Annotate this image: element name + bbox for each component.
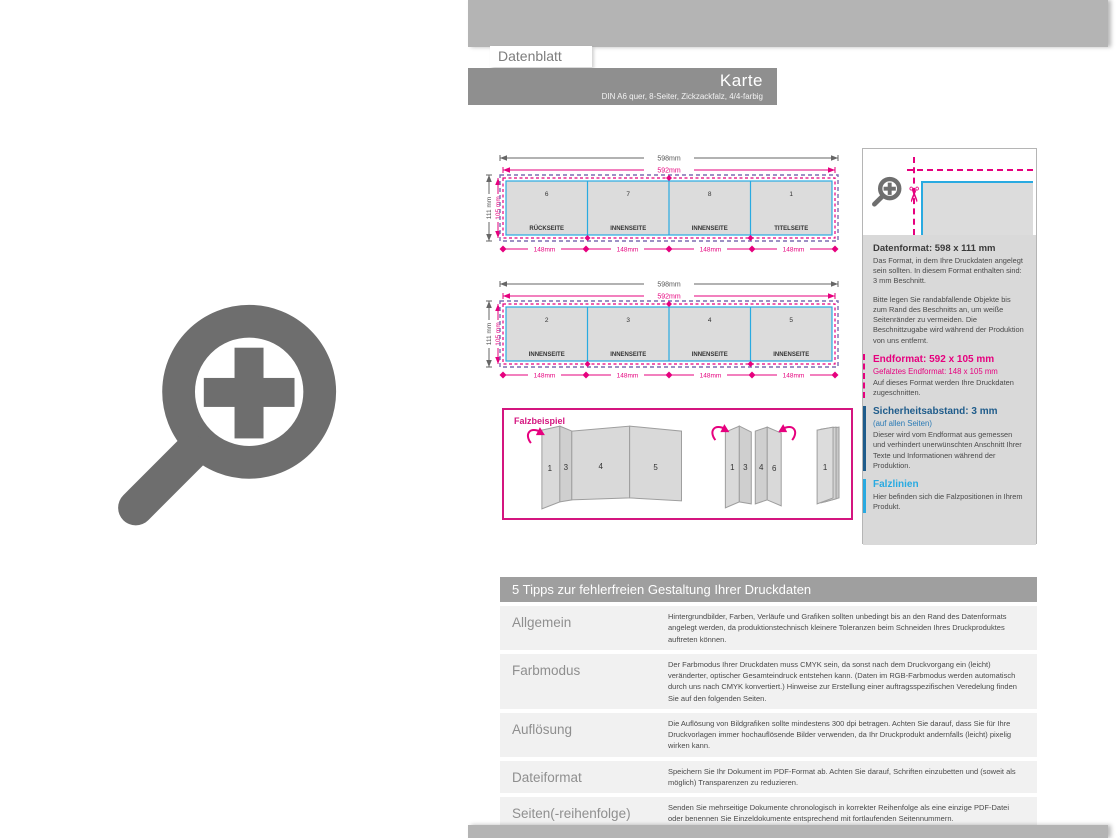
- tab-datenblatt[interactable]: Datenblatt: [490, 46, 592, 67]
- fold-panel-number: 5: [653, 462, 658, 472]
- panel-label: INNENSEITE: [610, 352, 647, 358]
- tip-desc: Der Farbmodus Ihrer Druckdaten muss CMYK sein, da sonst nach dem Druckvorgang ein (leicht) veränderter, optischer Gesamteindruck entstehen kann. (Daten im RGB-Farbmodus werden automatisch durch uns nach CMYK konvertiert.) Hinweise zur Erstellung einer auftragsspezifischen Veredelung finden Sie auf den folgenden Seiten.: [668, 659, 1017, 703]
- format-corner-diagram: [863, 149, 1036, 235]
- sheet-diagram-outside: [482, 150, 842, 262]
- fold-panel-number: 6: [772, 463, 777, 473]
- table-row: [500, 606, 1037, 650]
- safety-sub: (auf allen Seiten): [873, 419, 932, 429]
- table-row: [500, 713, 1037, 757]
- dim-panel-width: 148mm: [699, 246, 722, 254]
- tips-header: 5 Tipps zur fehlerfreien Gestaltung Ihrer Druckdaten: [500, 577, 1037, 602]
- fold-example-illustration: [504, 418, 851, 512]
- format-legend-sidebar: [862, 148, 1037, 544]
- datenformat-body: Das Format, in dem Ihre Druckdaten angelegt sein sollten. In diesem Format enthalten sind: 3 mm Beschnitt.: [873, 256, 1023, 286]
- dim-panel-width: 148mm: [616, 246, 639, 254]
- tip-term: Dateiformat: [512, 769, 582, 785]
- panel-number: 7: [626, 191, 631, 198]
- panel-number: 3: [626, 317, 631, 324]
- dim-panel-width: 148mm: [782, 372, 805, 380]
- dim-panel-width: 148mm: [616, 372, 639, 380]
- dim-outer-width: 598mm: [657, 155, 681, 163]
- bleed-note: Bitte legen Sie randabfallende Objekte bis zum Rand des Beschnitts an, um weiße Seitenränder zu vermeiden. Die Beschnittzugabe wird während der Produktion von uns entfernt.: [873, 294, 1024, 345]
- panel-number: 4: [707, 317, 712, 324]
- product-title-band: [468, 68, 777, 105]
- datasheet-sheet: [468, 0, 1108, 838]
- bottom-gray-band: [468, 825, 1108, 838]
- panel-number: 6: [544, 191, 549, 198]
- fold-panel-number: 3: [743, 462, 748, 472]
- tip-term: Farbmodus: [512, 662, 581, 678]
- panel-label: INNENSEITE: [610, 226, 647, 232]
- legend-text-body: [863, 235, 1036, 545]
- sheet-diagram-inside: [482, 276, 842, 388]
- fold-panel-number: 1: [547, 463, 553, 473]
- page-subtitle: DIN A6 quer, 8-Seiter, Zickzackfalz, 4/4-farbig: [601, 92, 763, 101]
- endformat-title: Endformat: 592 x 105 mm: [873, 353, 995, 365]
- tip-term: Seiten(-reihenfolge): [512, 806, 631, 821]
- dim-panel-width: 148mm: [782, 246, 805, 254]
- safety-section: [863, 406, 1026, 471]
- page-title: Karte: [719, 71, 763, 90]
- dim-outer-width: 598mm: [657, 281, 681, 289]
- dim-inner-height: 105 mm: [494, 322, 502, 346]
- tip-desc: Hintergrundbilder, Farben, Verläufe und Grafiken sollten unbedingt bis an den Rand des Datenformats angelegt werden, da produktionstechnisch kleinere Toleranzen beim Schneiden Ihres Druckproduktes auftreten können.: [668, 612, 1007, 644]
- dim-panel-width: 148mm: [533, 372, 556, 380]
- endformat-sub: Gefalztes Endformat: 148 x 105 mm: [873, 366, 998, 376]
- safety-title: Sicherheitsabstand: 3 mm: [873, 406, 998, 418]
- dim-inner-width: 592mm: [657, 293, 681, 301]
- panel-label: INNENSEITE: [691, 226, 728, 232]
- tip-desc: Die Auflösung von Bildgrafiken sollte mindestens 300 dpi betragen. Achten Sie darauf, dass Sie für Ihre Druckvorlagen immer hochauflösende Bilder verwenden, da Ihr Druckprodukt andernfalls (leicht) pixelig wirken kann.: [668, 718, 1012, 751]
- panel-label: TITELSEITE: [774, 226, 809, 232]
- fold-panel-number: 4: [759, 462, 764, 472]
- safety-body: Dieser wird vom Endformat aus gemessen und verhindert unerwünschten Anschnitt Ihrer Texte und Informationen während der Produktion.: [873, 430, 1022, 470]
- panel-label: RÜCKSEITE: [529, 226, 565, 232]
- tip-desc: Senden Sie mehrseitige Dokumente chronologisch in korrekter Reihenfolge als eine einzige PDF-Datei oder benennen Sie Einzeldokumente entsprechend mit fortlaufenden Seitennummern.: [668, 803, 1010, 824]
- fold-example-box: [502, 408, 853, 520]
- fold-panel-number: 3: [563, 462, 569, 472]
- panel-label: INNENSEITE: [691, 352, 728, 358]
- dim-inner-width: 592mm: [657, 167, 681, 175]
- endformat-section: [863, 354, 1026, 398]
- fold-example-label: Falzbeispiel: [514, 416, 566, 426]
- page-area-fill: [923, 183, 1033, 235]
- top-gray-band: [468, 0, 1108, 47]
- tip-desc: Speichern Sie Ihr Dokument im PDF-Format ab. Achten Sie darauf, Schriften einzubetten und (soweit als möglich) Transparenzen zu reduzieren.: [668, 766, 1016, 787]
- panel-number: 5: [789, 317, 794, 324]
- scissors-icon: ✂: [901, 185, 925, 204]
- datenformat-title: Datenformat: 598 x 111 mm: [873, 243, 996, 254]
- tip-term: Allgemein: [512, 615, 572, 630]
- fold-panel-number: 1: [730, 462, 735, 472]
- panel-label: INNENSEITE: [773, 352, 810, 358]
- foldlines-body: Hier befinden sich die Falzpositionen in Ihrem Produkt.: [873, 492, 1023, 512]
- panel-label: INNENSEITE: [528, 352, 565, 358]
- dim-inner-height: 105 mm: [494, 196, 502, 220]
- table-row: [500, 761, 1037, 794]
- tips-table: [500, 577, 1037, 830]
- dim-panel-width: 148mm: [533, 246, 556, 254]
- foldlines-title: Falzlinien: [873, 479, 919, 491]
- foldlines-section: [863, 479, 1026, 512]
- zoom-plus-icon[interactable]: [103, 287, 355, 547]
- fold-panel-number: 4: [598, 461, 603, 471]
- dim-outer-height: 111 mm: [485, 196, 493, 220]
- endformat-body: Auf dieses Format werden Ihre Druckdaten zugeschnitten.: [873, 377, 1014, 397]
- trim-line-horizontal: [921, 181, 1033, 183]
- table-row: [500, 654, 1037, 709]
- zoom-plus-icon-small: [870, 175, 904, 209]
- panel-number: 1: [789, 191, 794, 198]
- fold-panel-number: 1: [822, 462, 828, 472]
- dim-panel-width: 148mm: [699, 372, 722, 380]
- tip-term: Auflösung: [512, 721, 573, 737]
- bleed-line-horizontal: [907, 169, 1033, 171]
- panel-number: 8: [707, 191, 712, 198]
- dim-outer-height: 111 mm: [485, 322, 493, 346]
- panel-number: 2: [544, 317, 549, 324]
